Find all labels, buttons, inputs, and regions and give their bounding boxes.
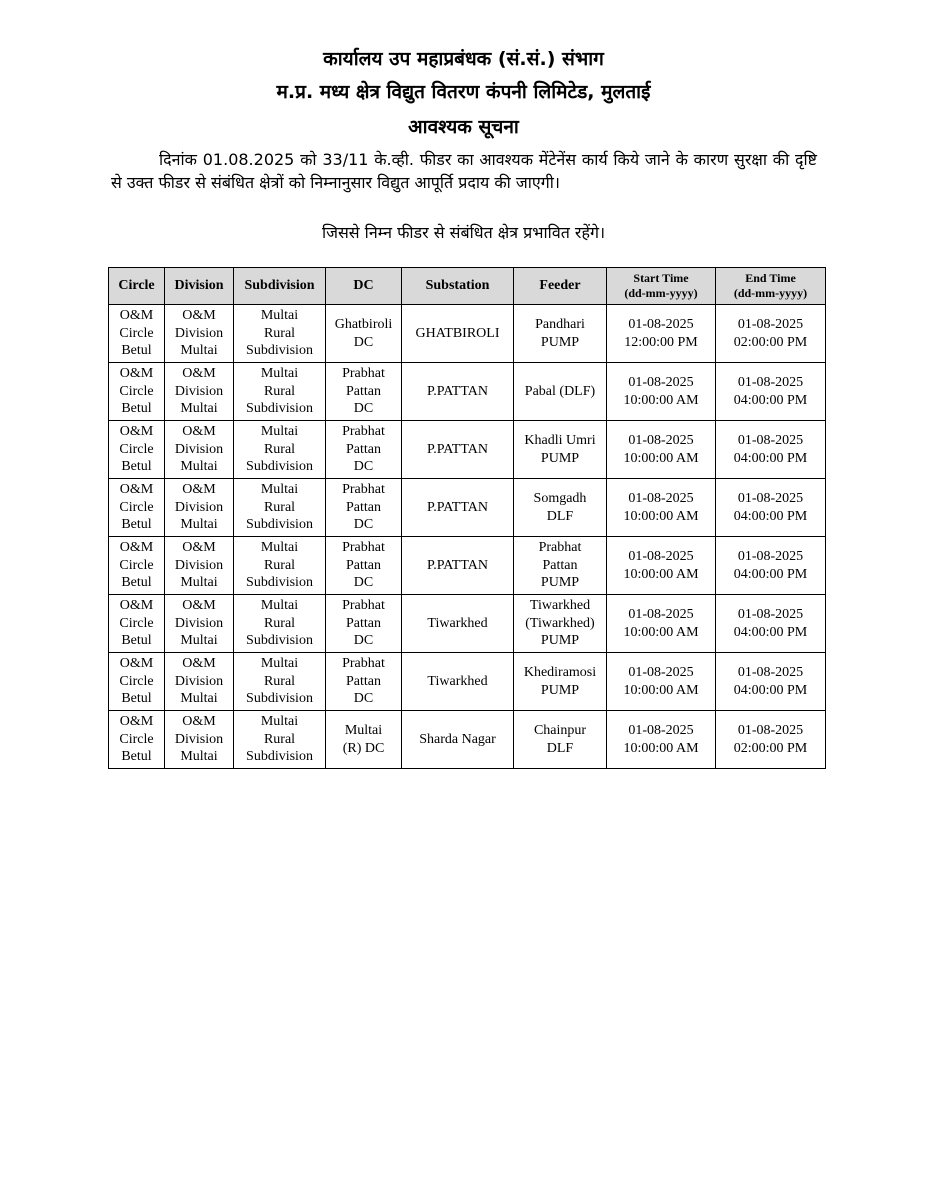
cell-feeder bbox=[514, 711, 607, 769]
cell-line: Rural bbox=[263, 557, 296, 573]
cell-line: 02:00:00 PM bbox=[733, 740, 808, 756]
cell-line: Division bbox=[174, 441, 224, 457]
table-row bbox=[109, 363, 826, 421]
table-body bbox=[109, 305, 826, 769]
cell-subdivision bbox=[234, 711, 326, 769]
cell-end bbox=[716, 595, 826, 653]
cell-line: 01-08-2025 bbox=[628, 723, 694, 738]
cell-line: Multai bbox=[260, 714, 299, 730]
cell-line: Subdivision bbox=[246, 575, 313, 591]
cell-line: 01-08-2025 bbox=[628, 665, 694, 680]
cell-line: Pabal (DLF) bbox=[524, 383, 596, 399]
cell-line: Betul bbox=[121, 459, 152, 475]
cell-line: O&M bbox=[119, 714, 154, 730]
cell-feeder bbox=[514, 363, 607, 421]
cell-line: GHATBIROLI bbox=[415, 325, 500, 341]
table-row bbox=[109, 653, 826, 711]
cell-start bbox=[607, 421, 716, 479]
cell-line: O&M bbox=[182, 424, 216, 440]
cell-line: Division bbox=[174, 325, 224, 341]
cell-subdivision bbox=[234, 305, 326, 363]
cell-line: Prabhat bbox=[342, 540, 385, 556]
cell-line: 01-08-2025 bbox=[737, 491, 804, 506]
cell-dc bbox=[326, 305, 402, 363]
cell-subdivision bbox=[234, 537, 326, 595]
cell-dc bbox=[326, 363, 402, 421]
cell-line: Division bbox=[174, 557, 224, 573]
cell-line: PUMP bbox=[540, 334, 580, 350]
cell-line: 01-08-2025 bbox=[628, 433, 694, 448]
affected-areas-line: जिससे निम्न फीडर से संबंधित क्षेत्र प्रभावित रहेंगे। bbox=[321, 223, 606, 242]
cell-start bbox=[607, 305, 716, 363]
cell-line: Pandhari bbox=[535, 317, 585, 332]
cell-line: Betul bbox=[121, 749, 152, 765]
cell-line: DC bbox=[353, 334, 374, 350]
cell-line: DC bbox=[353, 633, 374, 649]
cell-dc bbox=[326, 595, 402, 653]
cell-line: Circle bbox=[119, 615, 154, 631]
cell-division bbox=[165, 537, 234, 595]
cell-line: O&M bbox=[119, 540, 154, 556]
cell-subdivision bbox=[234, 479, 326, 537]
cell-line: Pattan bbox=[346, 615, 381, 631]
cell-line: Tiwarkhed bbox=[427, 673, 488, 689]
cell-substation bbox=[402, 595, 514, 653]
notice-paragraph: दिनांक 01.08.2025 को 33/11 के.व्ही. फीडर का आवश्यक मेंटेनेंस कार्य किये जाने के कारण सुरक्षा की दृष्टि से उक्त फीडर से संबंधित क्षेत्रों को निम्नानुसार विद्युत आपूर्ति प्रदाय की जाएगी। bbox=[111, 150, 817, 192]
cell-line: Prabhat bbox=[342, 656, 385, 672]
cell-line: 01-08-2025 bbox=[628, 317, 694, 332]
cell-line: Multai bbox=[180, 749, 218, 765]
cell-line: (R) DC bbox=[342, 740, 385, 756]
cell-dc bbox=[326, 653, 402, 711]
cell-line: Circle bbox=[119, 731, 154, 747]
shutdown-schedule-table bbox=[108, 267, 826, 769]
cell-feeder bbox=[514, 479, 607, 537]
cell-line: DLF bbox=[546, 508, 574, 524]
cell-end bbox=[716, 421, 826, 479]
cell-line: 10:00:00 AM bbox=[623, 508, 699, 524]
cell-line: Multai bbox=[260, 366, 299, 382]
cell-line: PUMP bbox=[540, 575, 580, 591]
cell-line: Rural bbox=[263, 441, 296, 457]
cell-line: Subdivision bbox=[246, 401, 313, 417]
cell-line: Division bbox=[174, 673, 224, 689]
cell-line: PUMP bbox=[540, 633, 580, 649]
cell-feeder bbox=[514, 653, 607, 711]
cell-division bbox=[165, 305, 234, 363]
cell-line: Circle bbox=[119, 441, 154, 457]
cell-line: Division bbox=[174, 499, 224, 515]
cell-line: Pattan bbox=[542, 557, 578, 573]
cell-end bbox=[716, 537, 826, 595]
cell-line: Multai bbox=[260, 598, 299, 614]
cell-line: DLF bbox=[546, 740, 574, 756]
notice-heading: आवश्यक सूचना bbox=[408, 116, 519, 138]
cell-line: DC bbox=[353, 401, 374, 417]
header-start-time-label: Start Time bbox=[633, 271, 689, 285]
cell-line: DC bbox=[353, 575, 374, 591]
cell-line: DC bbox=[353, 459, 374, 475]
cell-line: O&M bbox=[119, 366, 154, 382]
cell-line: Tiwarkhed bbox=[529, 598, 591, 614]
cell-line: Pattan bbox=[346, 673, 381, 689]
cell-line: Multai bbox=[180, 401, 218, 417]
cell-start bbox=[607, 363, 716, 421]
table-row bbox=[109, 479, 826, 537]
cell-line: Multai bbox=[260, 424, 299, 440]
cell-line: Tiwarkhed bbox=[427, 615, 488, 631]
cell-line: Prabhat bbox=[342, 366, 385, 382]
cell-line: Subdivision bbox=[246, 633, 313, 649]
cell-line: Pattan bbox=[346, 383, 381, 399]
cell-circle bbox=[109, 595, 165, 653]
cell-line: 10:00:00 AM bbox=[623, 450, 699, 466]
cell-line: 04:00:00 PM bbox=[733, 682, 808, 698]
header-start-time-format: (dd-mm-yyyy) bbox=[624, 286, 698, 300]
table-row bbox=[109, 711, 826, 769]
cell-line: P.PATTAN bbox=[427, 383, 488, 399]
cell-line: Pattan bbox=[346, 499, 381, 515]
header-feeder: Feeder bbox=[514, 268, 607, 305]
cell-line: 01-08-2025 bbox=[737, 549, 804, 564]
cell-dc bbox=[326, 479, 402, 537]
cell-division bbox=[165, 363, 234, 421]
cell-line: Circle bbox=[119, 557, 154, 573]
cell-line: 04:00:00 PM bbox=[733, 392, 808, 408]
cell-line: Multai bbox=[344, 723, 383, 738]
cell-substation bbox=[402, 363, 514, 421]
cell-line: Prabhat bbox=[342, 424, 385, 440]
cell-substation bbox=[402, 653, 514, 711]
header-end-time-label: End Time bbox=[745, 271, 796, 285]
cell-end bbox=[716, 653, 826, 711]
cell-line: Multai bbox=[260, 308, 299, 324]
table-row bbox=[109, 537, 826, 595]
cell-line: Rural bbox=[263, 731, 296, 747]
cell-line: DC bbox=[353, 517, 374, 533]
cell-line: O&M bbox=[119, 656, 154, 672]
cell-start bbox=[607, 537, 716, 595]
cell-end bbox=[716, 305, 826, 363]
cell-line: Division bbox=[174, 383, 224, 399]
cell-line: Somgadh bbox=[533, 491, 587, 506]
cell-division bbox=[165, 653, 234, 711]
cell-line: Betul bbox=[121, 633, 152, 649]
cell-line: Betul bbox=[121, 691, 152, 707]
cell-line: O&M bbox=[119, 308, 154, 324]
cell-line: Ghatbiroli bbox=[334, 317, 393, 332]
cell-line: Subdivision bbox=[246, 343, 313, 359]
cell-line: Rural bbox=[263, 325, 296, 341]
cell-line: 02:00:00 PM bbox=[733, 334, 808, 350]
cell-dc bbox=[326, 537, 402, 595]
cell-line: Circle bbox=[119, 499, 154, 515]
cell-line: Division bbox=[174, 731, 224, 747]
table-row bbox=[109, 421, 826, 479]
cell-line: Rural bbox=[263, 673, 296, 689]
cell-start bbox=[607, 479, 716, 537]
cell-substation bbox=[402, 479, 514, 537]
cell-line: Betul bbox=[121, 401, 152, 417]
cell-line: P.PATTAN bbox=[427, 499, 488, 515]
cell-line: 01-08-2025 bbox=[737, 317, 804, 332]
header-start-time bbox=[607, 268, 716, 305]
header-end-time bbox=[716, 268, 826, 305]
cell-line: 01-08-2025 bbox=[628, 375, 694, 390]
cell-feeder bbox=[514, 305, 607, 363]
cell-line: 04:00:00 PM bbox=[733, 566, 808, 582]
cell-feeder bbox=[514, 421, 607, 479]
cell-line: O&M bbox=[182, 540, 216, 556]
cell-subdivision bbox=[234, 595, 326, 653]
cell-line: 01-08-2025 bbox=[628, 549, 694, 564]
cell-line: DC bbox=[353, 691, 374, 707]
cell-line: Betul bbox=[121, 575, 152, 591]
cell-line: Subdivision bbox=[246, 691, 313, 707]
cell-line: Multai bbox=[180, 575, 218, 591]
cell-line: 10:00:00 AM bbox=[623, 682, 699, 698]
cell-line: 12:00:00 PM bbox=[624, 334, 698, 350]
cell-line: Multai bbox=[260, 482, 299, 498]
cell-circle bbox=[109, 711, 165, 769]
cell-line: Subdivision bbox=[246, 459, 313, 475]
cell-substation bbox=[402, 711, 514, 769]
cell-substation bbox=[402, 421, 514, 479]
cell-circle bbox=[109, 421, 165, 479]
header-division: Division bbox=[165, 268, 234, 305]
cell-line: Rural bbox=[263, 615, 296, 631]
cell-line: 04:00:00 PM bbox=[733, 508, 808, 524]
header-end-time-format: (dd-mm-yyyy) bbox=[733, 286, 808, 300]
cell-line: 10:00:00 AM bbox=[623, 392, 699, 408]
cell-line: O&M bbox=[182, 482, 216, 498]
company-title: म.प्र. मध्य क्षेत्र विद्युत वितरण कंपनी लिमिटेड, मुलताई bbox=[276, 81, 651, 103]
cell-line: Pattan bbox=[346, 441, 381, 457]
cell-line: O&M bbox=[182, 308, 216, 324]
cell-dc bbox=[326, 421, 402, 479]
cell-line: Betul bbox=[121, 517, 152, 533]
cell-line: Prabhat bbox=[342, 482, 385, 498]
cell-line: 01-08-2025 bbox=[737, 607, 804, 622]
header-circle: Circle bbox=[109, 268, 165, 305]
cell-circle bbox=[109, 537, 165, 595]
cell-line: Multai bbox=[180, 343, 218, 359]
cell-line: Rural bbox=[263, 383, 296, 399]
cell-line: PUMP bbox=[540, 450, 580, 466]
cell-line: 01-08-2025 bbox=[737, 375, 804, 390]
cell-line: Circle bbox=[119, 673, 154, 689]
cell-feeder bbox=[514, 537, 607, 595]
cell-subdivision bbox=[234, 421, 326, 479]
cell-circle bbox=[109, 363, 165, 421]
cell-line: O&M bbox=[182, 656, 216, 672]
cell-line: Circle bbox=[119, 383, 154, 399]
cell-feeder bbox=[514, 595, 607, 653]
cell-line: Chainpur bbox=[533, 723, 587, 738]
cell-line: Multai bbox=[180, 517, 218, 533]
cell-line: Betul bbox=[121, 343, 152, 359]
cell-substation bbox=[402, 537, 514, 595]
cell-line: Rural bbox=[263, 499, 296, 515]
cell-dc bbox=[326, 711, 402, 769]
cell-line: Multai bbox=[180, 633, 218, 649]
cell-line: O&M bbox=[182, 598, 216, 614]
table-header-row bbox=[109, 268, 826, 305]
header-subdivision: Subdivision bbox=[234, 268, 326, 305]
cell-circle bbox=[109, 305, 165, 363]
header-substation: Substation bbox=[402, 268, 514, 305]
cell-line: O&M bbox=[119, 424, 154, 440]
cell-subdivision bbox=[234, 363, 326, 421]
cell-line: (Tiwarkhed) bbox=[525, 615, 595, 631]
cell-line: 01-08-2025 bbox=[628, 607, 694, 622]
cell-line: Subdivision bbox=[246, 749, 313, 765]
cell-line: Pattan bbox=[346, 557, 381, 573]
cell-line: Multai bbox=[180, 691, 218, 707]
cell-line: Multai bbox=[260, 656, 299, 672]
cell-substation bbox=[402, 305, 514, 363]
cell-line: O&M bbox=[182, 714, 216, 730]
cell-line: O&M bbox=[119, 482, 154, 498]
cell-line: Prabhat bbox=[538, 540, 582, 556]
cell-line: 10:00:00 AM bbox=[623, 624, 699, 640]
cell-line: 04:00:00 PM bbox=[733, 450, 808, 466]
cell-division bbox=[165, 595, 234, 653]
cell-line: 01-08-2025 bbox=[737, 433, 804, 448]
cell-circle bbox=[109, 653, 165, 711]
cell-end bbox=[716, 711, 826, 769]
cell-subdivision bbox=[234, 653, 326, 711]
table-row bbox=[109, 595, 826, 653]
cell-line: 10:00:00 AM bbox=[623, 740, 699, 756]
cell-line: Sharda Nagar bbox=[419, 731, 496, 747]
cell-line: PUMP bbox=[540, 682, 580, 698]
cell-line: Circle bbox=[119, 325, 154, 341]
cell-line: Prabhat bbox=[342, 598, 385, 614]
cell-end bbox=[716, 363, 826, 421]
cell-line: Division bbox=[174, 615, 224, 631]
cell-division bbox=[165, 479, 234, 537]
cell-line: 04:00:00 PM bbox=[733, 624, 808, 640]
cell-line: O&M bbox=[119, 598, 154, 614]
cell-line: 01-08-2025 bbox=[737, 723, 804, 738]
office-title: कार्यालय उप महाप्रबंधक (सं.सं.) संभाग bbox=[323, 48, 604, 70]
table-row bbox=[109, 305, 826, 363]
cell-circle bbox=[109, 479, 165, 537]
cell-line: 01-08-2025 bbox=[737, 665, 804, 680]
header-dc: DC bbox=[326, 268, 402, 305]
cell-line: P.PATTAN bbox=[427, 441, 488, 457]
cell-line: Multai bbox=[260, 540, 299, 556]
cell-start bbox=[607, 595, 716, 653]
cell-start bbox=[607, 711, 716, 769]
cell-division bbox=[165, 421, 234, 479]
cell-line: Khediramosi bbox=[523, 665, 597, 680]
cell-line: 10:00:00 AM bbox=[623, 566, 699, 582]
cell-line: O&M bbox=[182, 366, 216, 382]
cell-end bbox=[716, 479, 826, 537]
cell-start bbox=[607, 653, 716, 711]
cell-division bbox=[165, 711, 234, 769]
cell-line: Subdivision bbox=[246, 517, 313, 533]
cell-line: P.PATTAN bbox=[427, 557, 488, 573]
cell-line: Khadli Umri bbox=[524, 433, 596, 448]
cell-line: Multai bbox=[180, 459, 218, 475]
cell-line: 01-08-2025 bbox=[628, 491, 694, 506]
